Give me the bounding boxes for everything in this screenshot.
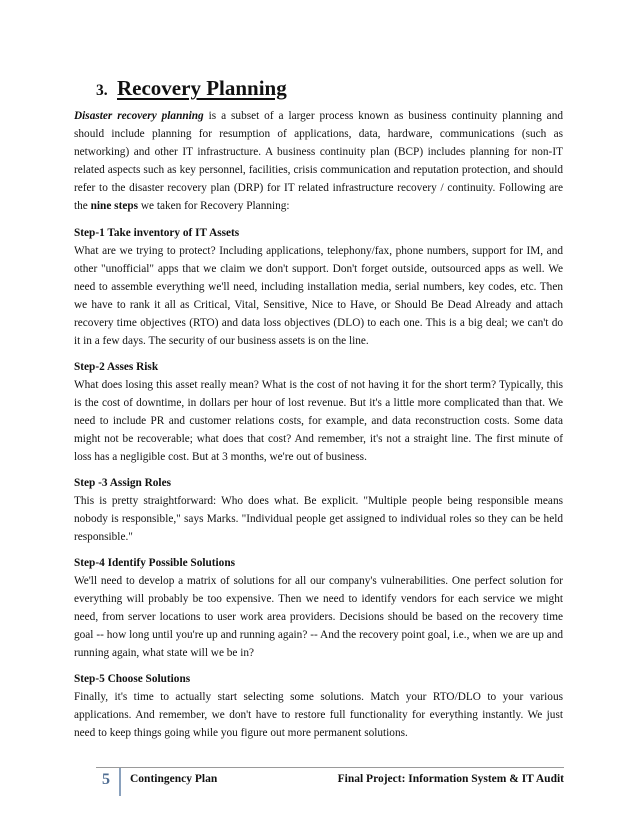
step-title: Step-5 Choose Solutions <box>74 673 191 686</box>
step-3 <box>74 475 563 547</box>
section-number: 3. <box>96 82 108 99</box>
footer-project-title: Final Project: Information System & IT Audit <box>337 773 564 785</box>
page-footer <box>96 767 564 794</box>
intro-paragraph <box>74 108 563 215</box>
section-heading <box>96 76 287 101</box>
page-content <box>74 108 563 743</box>
intro-lead: Disaster recovery planning <box>74 110 204 122</box>
step-title: Step-1 Take inventory of IT Assets <box>74 227 240 240</box>
step-5 <box>74 671 563 743</box>
footer-divider <box>119 768 121 796</box>
step-1 <box>74 225 563 350</box>
step-title: Step-2 Asses Risk <box>74 361 159 374</box>
step-body: Finally, it's time to actually start selecting some solutions. Match your RTO/DLO to your various applications. And remember, we don't have to restore full functionality for everything instantly. We just need to keep things going while you figure out more permanent solutions. <box>74 691 563 739</box>
step-2 <box>74 359 563 466</box>
footer-document-title: Contingency Plan <box>130 773 218 785</box>
step-title: Step-4 Identify Possible Solutions <box>74 557 236 570</box>
step-4 <box>74 555 563 662</box>
step-body: What does losing this asset really mean? What is the cost of not having it for the short term? Typically, this is the cost of downtime, in dollars per hour of lost revenue. But it's a little more complicated than that. We need to include PR and customer relations costs, for example, and data reconstruction costs. Some data might not be recoverable; what does that cost? And remember, it's not a straight line. The first minute of loss has a negligible cost. But at 3 months, we're out of business. <box>74 379 563 463</box>
intro-text-2: we taken for Recovery Planning: <box>138 199 290 212</box>
section-title: Recovery Planning <box>117 76 287 100</box>
step-title: Step -3 Assign Roles <box>74 477 171 490</box>
intro-text-1: is a subset of a larger process known as business continuity planning and should include planning for resumption of applications, data, hardware, communications (such as networking) and other IT infrastructure. A business continuity plan (BCP) includes planning for non-IT related aspects such as key personnel, facilities, crisis communication and reputation protection, and should refer to the disaster recovery plan (DRP) for IT related infrastructure recovery / continuity. Following are the <box>74 110 563 212</box>
step-body: This is pretty straightforward: Who does what. Be explicit. "Multiple people being responsible means nobody is responsible," says Marks. "Individual people get assigned to individual roles so they can be held responsible." <box>74 495 563 543</box>
step-body: What are we trying to protect? Including applications, telephony/fax, phone numbers, support for IM, and other "unofficial" apps that we claim we don't support. Don't forget outside, outsourced apps as well. We need to assemble everything we'll need, including installation media, serial numbers, key codes, etc. Then we have to rank it all as Critical, Vital, Sensitive, Nice to Have, or Should Be Dead Already and attach recovery time objectives (RTO) and data loss objectives (DLO) to each one. This is a big deal; we can't do it in a few days. The security of our business assets is on the line. <box>74 245 563 347</box>
page-number: 5 <box>102 771 110 788</box>
step-body: We'll need to develop a matrix of solutions for all our company's vulnerabilities. One perfect solution for everything will probably be too expensive. Then we need to identify vendors for each service we might need, from server locations to user work area providers. Decisions should be based on the recovery time goal -- how long until you're up and running again? -- And the recovery point goal, i.e., when we are up and running again, what state will we be in? <box>74 575 563 659</box>
intro-emphasis: nine steps <box>90 199 139 212</box>
